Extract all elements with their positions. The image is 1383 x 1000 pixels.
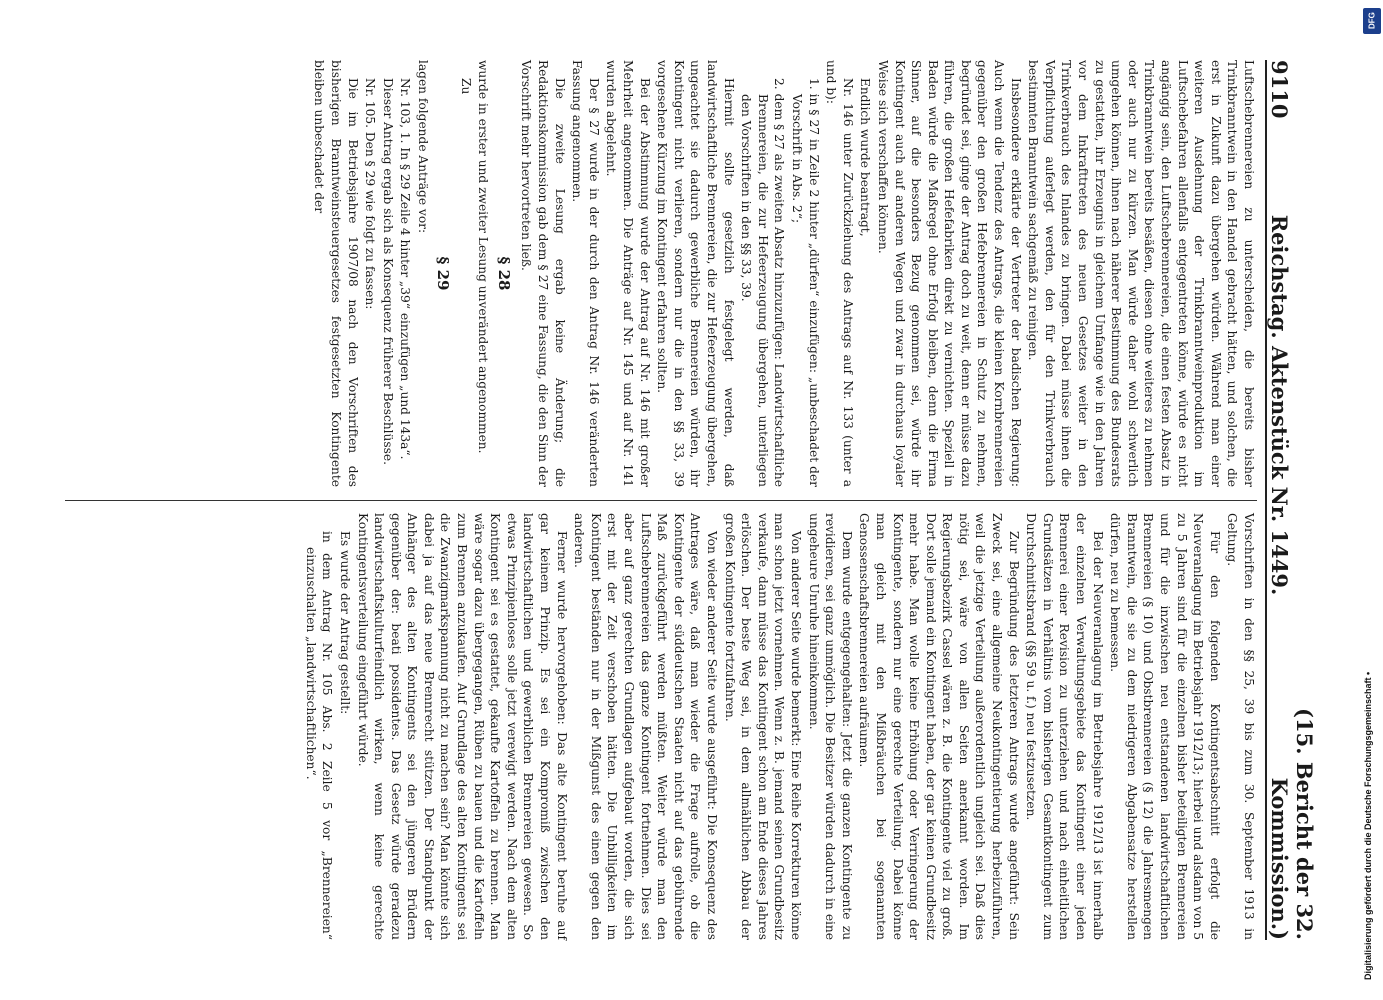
paragraph: Nr. 103, 1. In § 29 Zeile 4 hinter „39“ einzufügen „und 143a“.	[398, 78, 413, 460]
paragraph: Zu	[458, 78, 473, 95]
paragraph: Zur Begründung des letzteren Antrags wurde angeführt: Sein Zweck sei, eine allgemeine Neukontingentierung herbeizuführen, weil die jetzige Verteilung außerordentlich ungleich sei. Daß dies nötig sei, wäre von allen Seiten anerkannt worden. Im Regierungsbezirk Cassel wären z. B. die Kontingente viel zu groß. Dort solle jemand ein Kontingent haben, der gar keinen Grundbesitz mehr habe. Man wolle keine Erhöhung oder Verringerung der Kontingente, sondern nur eine gerechte Verteilung. Dabei könne man gleich mit den Mißbräuchen bei sogenannten Genossenschaftsbrennereien aufräumen.	[857, 513, 1021, 940]
paragraph: Hiermit sollte gesetzlich festgelegt werden, daß landwirtschaftliche Brennereien, die zur Hefeerzeugung übergehen, ungeachtet sie dadurch gewerbliche Brennereien würden, ihr Kontingent nicht verlieren, sondern nur die in den §§ 33, 39 vorgesehene Kürzung im Kontingent erfahren sollten.	[655, 60, 736, 487]
paragraph: Es wurde der Antrag gestellt:	[337, 531, 352, 715]
report-title: (15. Bericht der 32. Kommission.)	[1267, 708, 1317, 940]
paragraph: Bei der Neuveranlagung im Betriebsjahre 1912/13 ist innerhalb der einzelnen Verwaltungsgebiete das Kontingent einer jeden Brennerei einer Revision zu unterziehen und nach einheitlichen Grundsätzen in Verhältnis vom bisherigen Gesamtkontingent zum Durchschnittsbrand (§§ 59 u. f.) neu festzusetzen.	[1024, 513, 1105, 940]
paragraph: in dem Antrag Nr. 105 Abs. 2 Zeile 5 vor „Brennereien“ einzuschalten „landwirtschaftlichen“.	[303, 531, 335, 940]
paragraph: Endlich wurde beantragt,	[858, 78, 873, 237]
paragraph: Der § 27 wurde in der durch den Antrag Nr. 146 veränderten Fassung angenommen.	[570, 60, 601, 487]
paragraph: Nr. 105. Den § 29 wie folgt zu fassen:	[363, 78, 378, 310]
paragraph: Dem wurde entgegengehalten: Jetzt die ganzen Kontingente zu revidieren, sei ganz unmöglich. Die Besitzer würden dadurch in eine ungeheure Unruhe hineinkommen.	[806, 513, 854, 940]
list-item: 2. dem § 27 als zweiten Absatz hinzuzufügen: Landwirtschaftliche Brennereien, die zur Hefeerzeugung übergehen, unterliegen den Vorschriften in den §§ 33, 39.	[739, 78, 787, 487]
paragraph: wurde in erster und zweiter Lesung unverändert angenommen.	[476, 60, 491, 454]
paragraph: Bei der Abstimmung wurde der Antrag auf Nr. 146 mit großer Mehrheit angenommen. Die Anträge auf Nr. 145 und auf Nr. 141 wurden abgelehnt.	[604, 60, 652, 487]
paragraph: Für den folgenden Kontingentsabschnitt erfolgt die Neuveranlagung im Betriebsjahr 1912/13; hierbei und alsdann von 5 zu 5 Jahren sind für die einzelnen bisher beteiligten Brennereien und für die inzwischen neu entstandenen landwirtschaftlichen Brennereien (§ 10) und Obstbrennereien (§ 12) die Jahresmengen Branntwein, die sie zu dem niedrigeren Abgabensatze herstellen dürfen, neu zu bemessen.	[1108, 513, 1222, 940]
list-item: 1. in § 27 in Zeile 2 hinter „dürfen“ einzufügen: „unbeschadet der Vorschrift in Abs. 2“;	[789, 78, 821, 487]
paragraph: Dieser Antrag ergab sich als Konsequenz früherer Beschlüsse.	[380, 78, 395, 466]
document-page	[45, 30, 1335, 970]
paragraph: Die im Betriebsjahre 1907/08 nach den Vorschriften des bisherigen Branntweinsteuergesetzes festgesetzten Kontingente bleiben unbeschadet der	[312, 60, 360, 487]
paragraph: Von anderer Seite wurde bemerkt: Eine Reihe Korrekturen könne man schon jetzt vornehmen. Wenn z. B. jemand seinen Grundbesitz verkaufe, dann müsse das Kontingent schon am Ende dieses Jahres erlöschen. Der beste Weg sei, in dem allmählichen Abbau der großen Kontingente fortzufahren.	[722, 513, 803, 940]
section-heading: § 28	[494, 256, 513, 291]
digitization-note: Digitalisierung gefördert durch die Deutsche Forschungsgemeinschaft •	[1363, 671, 1373, 980]
paragraph: Nr. 146 unter Zurückziehung des Antrags auf Nr. 133 (unter a und b):	[824, 60, 855, 487]
page-number: 9110	[1267, 60, 1292, 119]
paragraph: Von wieder anderer Seite wurde ausgeführt: Die Konsequenz des Antrages wäre, daß man wieder die Frage aufrolle, ob die Kontingente der süddeutschen Staaten nicht auf das gebührende Maß zurückgeführt werden müßten. Weiter würde man den Luftschebrennereien das ganze Kontingent fortnehmen. Dies sei aber auf ganz gerechten Grundlagen aufgebaut worden, die sich erst mit der Zeit verschoben hätten. Die Unbilligkeiten im Kontingent beständen nur in der Mißgunst des einen gegen den anderen.	[572, 513, 719, 940]
paragraph: Ferner wurde hervorgehoben: Das alte Kontingent beruhe auf gar keinem Prinzip. Es sei ein Kompromiß zwischen den landwirtschaftlichen und gewerblichen Brennereien gewesen. So etwas Prinzipienloses solle jetzt verewigt werden. Nach dem alten Kontingent sei es gestattet, gekaufte Kartoffeln zu brennen. Man wäre sogar dazu übergegangen, Rüben zu bauen und die Kartoffeln zum Brennen anzukaufen. Auf Grundlage des alten Kontingents sei die Zwanzigmarkspannung nicht zu machen sein? Man könnte sich dabei ja auf das neue Brennrecht stützen. Der Standpunkt der Anhänger des alten Kontingents sei den jüngeren Brüdern gegenüber der: beati possidentes. Das Gesetz würde geradezu landwirtschaftskulturfeindlich wirken, wenn keine gerechte Kontingentsverteilung eingeführt würde.	[355, 513, 569, 940]
page-header	[1265, 60, 1317, 940]
running-title: Reichstag. Aktenstück Nr. 1449.	[1267, 214, 1292, 596]
paragraph: lagen folgende Anträge vor:	[415, 60, 430, 234]
paragraph: Vorschriften in den §§ 25, 39 bis zum 30. September 1913 in Geltung.	[1225, 513, 1256, 940]
paragraph: Die zweite Lesung ergab keine Änderung; die Redaktionskommission gab dem § 27 eine Fassung, die den Sinn der Vorschrift mehr hervortreten ließ.	[519, 60, 567, 487]
dfg-logo-icon: DFG	[1363, 8, 1381, 34]
paragraph: Insbesondere erklärte der Vertreter der badischen Regierung: Auch wenn die Tendenz des Antrags, die kleinen Kornbrennereien gegenüber den großen Hefebrennereien in Schutz zu nehmen, begründet sei, ginge der Antrag doch zu weit, denn er müsse dazu führen, die großen Hefefabriken direkt zu vernichten. Speziell in Baden würde die Maßregel ohne Erfolg bleiben, denn die Firma Sinner, auf die besonders Bezug genommen sei, würde ihr Kontingent auch auf anderen Wegen und zwar in durchaus loyaler Weise sich verschaffen können.	[875, 60, 1023, 487]
two-column-body	[65, 60, 1257, 940]
paragraph: Luftschebrennereien zu unterscheiden, die bereits bisher Trinkbranntwein in den Handel gebracht hätten, und solchen, die erst in Zukunft dazu übergehen würden. Während man einer weiteren Ausdehnung der Trinkbranntweinproduktion im Luftschebefahren allenfalls entgegentreten könne, würde es nicht angängig sein, den Luftschebrennereien, die einen festen Absatz in Trinkbranntwein bereits besäßen, diesen ohne weiteres zu nehmen oder auch nur zu kürzen. Man würde daher wohl schwerlich umgehen können, ihnen nach näherer Bestimmung des Bundesrats zu gestatten, ihr Erzeugnis in gleichem Umfange wie in den Jahren vor dem Inkrafttreten des neuen Gesetzes weiter in den Trinkverbrauch des Inlandes zu bringen. Dabei müsse ihnen die Verpflichtung auferlegt werden, den für den Trinkverbrauch bestimmten Branntwein sachgemäß zu reinigen.	[1026, 60, 1256, 487]
section-heading: § 29	[434, 256, 453, 291]
